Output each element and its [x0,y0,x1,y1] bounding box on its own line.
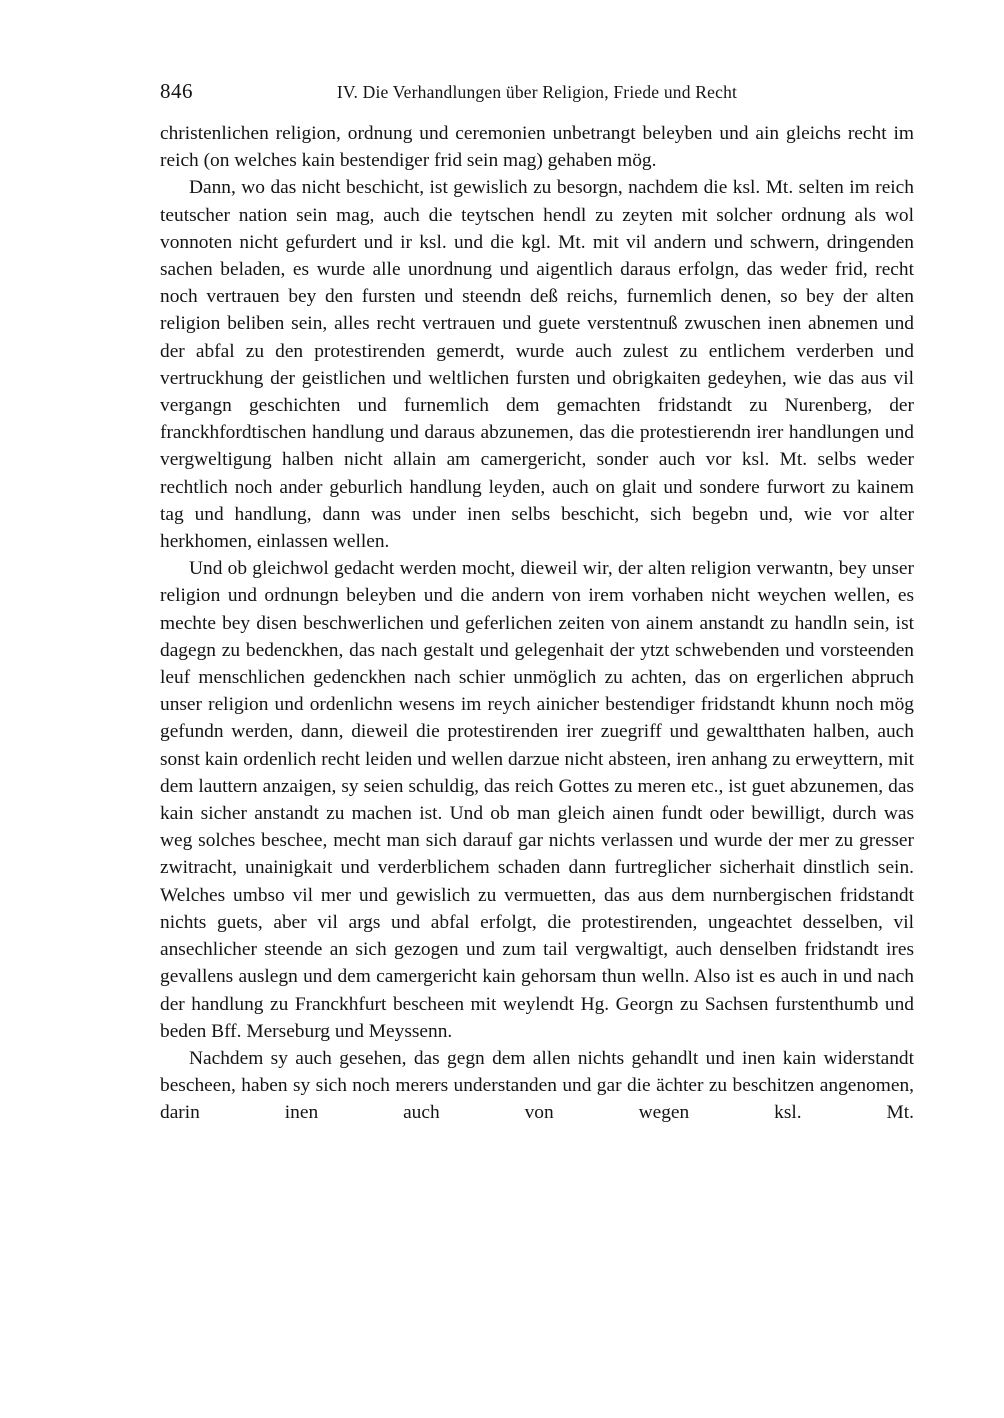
paragraph-continues-next-page: Nachdem sy auch gesehen, das gegn dem allen nichts gehandlt und inen kain widerstandt bescheen, haben sy sich noch merers understanden und gar die ächter zu beschitzen angenomen, darin inen auch von wegen ksl. Mt. [160,1047,914,1124]
paragraph-continuation: christenlichen religion, ordnung und ceremonien unbetrangt beleyben und ain gleichs recht im reich (on welches kain bestendiger frid sein mag) gehaben mög. [160,123,914,172]
running-header: IV. Die Verhandlungen über Religion, Friede und Recht [336,82,738,102]
page-number: 846 [160,79,193,103]
page-body [160,120,914,1127]
text-column [160,78,914,1127]
paragraph: Und ob gleichwol gedacht werden mocht, dieweil wir, der alten religion verwantn, bey unser religion und ordnungn beleyben und die andern von irem vorhaben nicht weychen wellen, es mechte bey disen beschwerlichen und geferlichen zeiten von ainem anstandt zu handln sein, ist dagegn zu bedenckhen, das nach gestalt und gelegenhait der ytzt schwebenden und vorsteenden leuf menschlichen gedenckhen nach schier unmöglich zu achten, das on ergerlichen abpruch unser religion und ordenlichn wesens im reych ainicher bestendiger fridstandt khunn noch mög gefundn werden, dann, dieweil die protestirenden irer zuegriff und gewaltthaten halben, auch sonst kain ordenlich recht leiden und wellen darzue nicht absteen, iren anhang zu erweyttern, mit dem lauttern anzaigen, sy seien schuldig, das reich Gottes zu meren etc., ist guet abzunemen, das kain sicher anstandt zu machen ist. Und ob man gleich ainen fundt oder bewilligt, durch was weg solches beschee, mecht man sich darauf gar nichts verlassen und wurde der mer zu gresser zwitracht, unainigkait und verderblichem schaden dann furtreglicher sicherhait dinstlich sein. Welches umbso vil mer und gewislich zu vermuetten, das aus dem nurnbergischen fridstandt nichts guets, aber vil args und abfal erfolgt, die protestirenden, ungeachtet desselben, vil ansechlicher steende an sich gezogen und zum tail vergwaltigt, auch denselben fridstandt ires gevallens auslegn und dem camergericht kain gehorsam thun welln. Also ist es auch in und nach der handlung zu Franckhfurt bescheen mit weylendt Hg. Georgn zu Sachsen furstenthumb und beden Bff. Merseburg und Meyssenn. [160,558,914,1042]
page-header [160,78,914,104]
paragraph: Dann, wo das nicht beschicht, ist gewislich zu besorgn, nachdem die ksl. Mt. selten im reich teutscher nation sein mag, auch die teytschen hendl zu zeyten mit solcher ordnung als wol vonnoten nicht gefurdert und ir ksl. und die kgl. Mt. mit vil andern und schwern, dringenden sachen beladen, es wurde alle unordnung und aigentlich daraus erfolgn, das weder frid, recht noch vertrauen bey den fursten und steendn deß reichs, furnemlich denen, so bey der alten religion beliben sein, alles recht vertrauen und guete verstentnuß zwuschen inen abnemen und der abfal zu den protestirenden gemerdt, wurde auch zulest zu entlichem verderben und vertruckhung der geistlichen und weltlichen fursten und obrigkaiten gedeyhen, wie das aus vil vergangn geschichten und furnemlich dem gemachten fridstandt zu Nurenberg, der franckhfordtischen handlung und daraus abzunemen, das die protestierendn irer handlungen und vergweltigung halben nicht allain am camergericht, sonder auch vor ksl. Mt. selbs weder rechtlich noch ander geburlich handlung leyden, auch on glait und sondere furwort zu kainem tag und handlung, dann was under inen selbs beschicht, sich begebn und, wie vor alter herkhomen, einlassen wellen. [160,177,914,553]
